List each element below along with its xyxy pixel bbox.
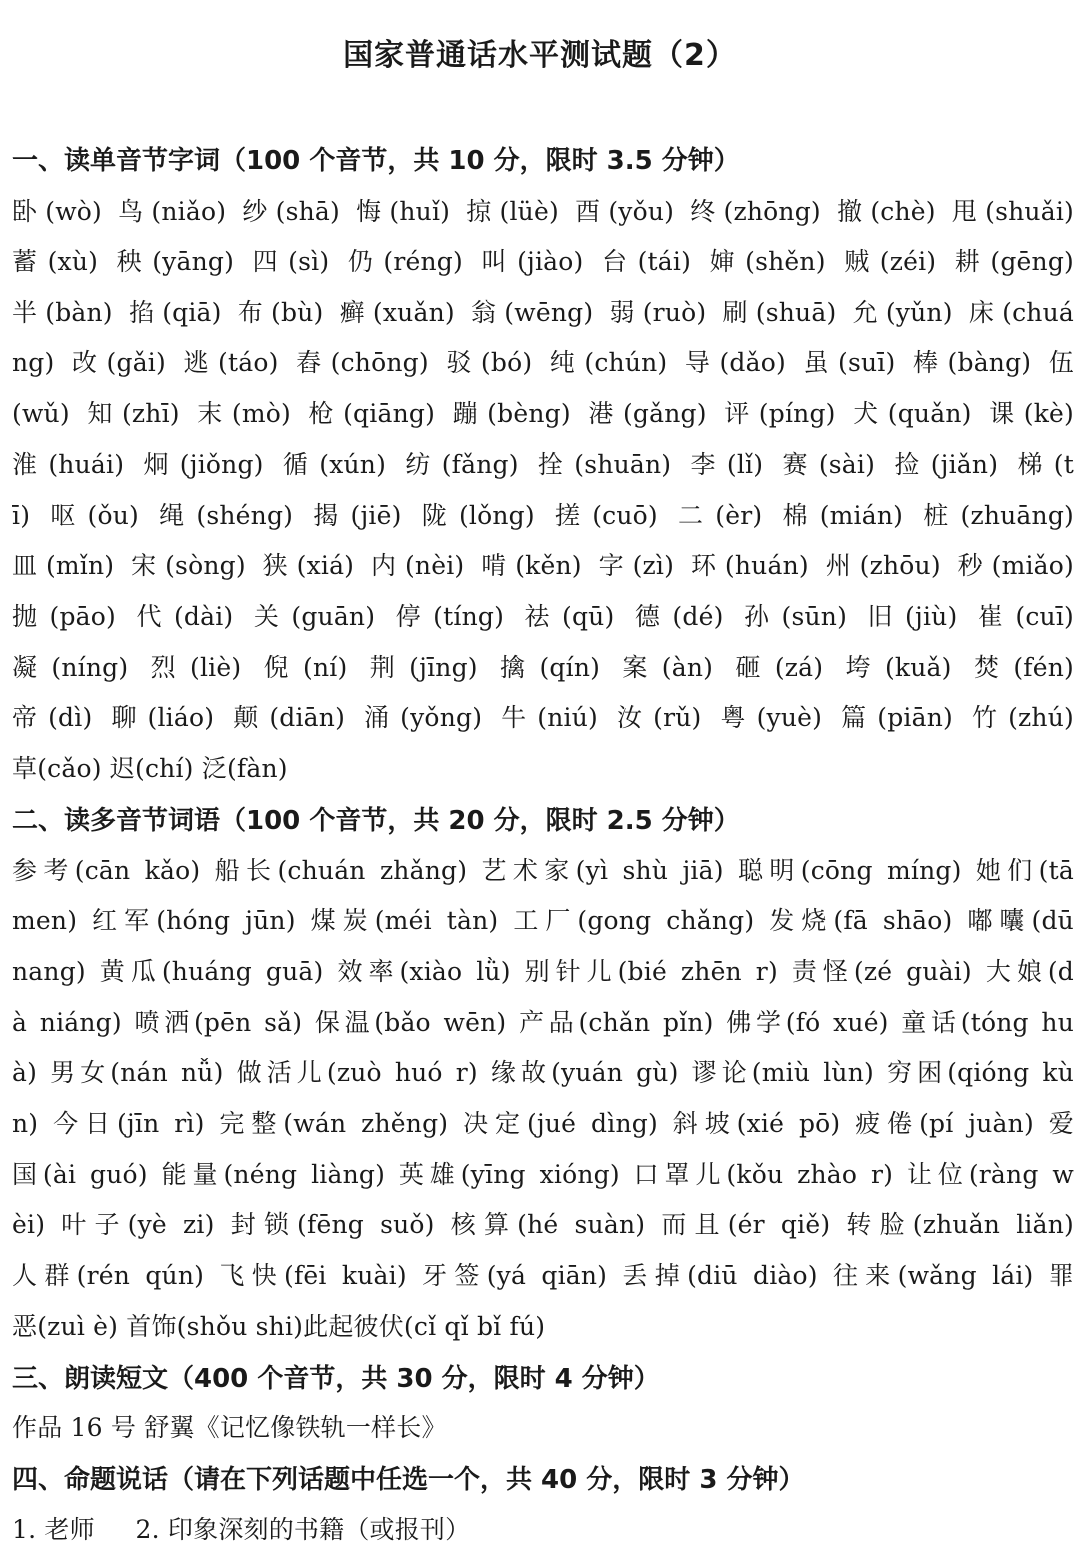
section-2-line: nang) 黄瓜(huáng guā) 效率(xiào lǜ) 别针儿(bié zhēn r) 责怪(zé guài) 大娘(d xyxy=(12,957,1074,986)
page-title: 国家普通话水平测试题（2） xyxy=(343,38,737,73)
section-2-line: 国(ài guó) 能量(néng liàng) 英雄(yīng xióng) 口罩儿(kǒu zhào r) 让位(ràng w xyxy=(12,1160,1074,1189)
section-1-line: 卧(wò) 鸟(niǎo) 纱(shā) 悔(huǐ) 掠(lüè) 酉(yǒu) 终(zhōng) 撤(chè) 甩(shuǎi) xyxy=(12,197,1074,226)
section-3-text: 作品 16 号 舒翼《记忆像铁轨一样长》 xyxy=(12,1413,447,1442)
section-1-line: ng) 改(gǎi) 逃(táo) 舂(chōng) 驳(bó) 纯(chún) 导(dǎo) 虽(suī) 棒(bàng) 伍 xyxy=(12,348,1074,377)
section-1-line: 凝(níng) 烈(liè) 倪(ní) 荆(jīng) 擒(qín) 案(àn) 砸(zá) 垮(kuǎ) 焚(fén) xyxy=(12,653,1074,682)
section-1-line: 抛(pāo) 代(dài) 关(guān) 停(tíng) 祛(qū) 德(dé) 孙(sūn) 旧(jiù) 崔(cuī) xyxy=(12,602,1074,631)
section-1-line: 半(bàn) 掐(qiā) 布(bù) 癣(xuǎn) 翁(wēng) 弱(ruò) 刷(shuā) 允(yǔn) 床(chuá xyxy=(12,298,1074,327)
section-2-line: men) 红军(hóng jūn) 煤炭(méi tàn) 工厂(gong chǎng) 发烧(fā shāo) 嘟囔(dū xyxy=(12,906,1074,935)
section-1-line: (wǔ) 知(zhī) 末(mò) 枪(qiāng) 蹦(bèng) 港(gǎng) 评(píng) 犬(quǎn) 课(kè) xyxy=(12,399,1074,428)
section-4-heading: 四、命题说话（请在下列话题中任选一个，共 40 分，限时 3 分钟） xyxy=(12,1465,805,1495)
section-1-line: ī) 呕(ǒu) 绳(shéng) 揭(jiē) 陇(lǒng) 搓(cuō) 二(èr) 棉(mián) 桩(zhuāng) xyxy=(12,501,1074,530)
section-2-line: à niáng) 喷洒(pēn sǎ) 保温(bǎo wēn) 产品(chǎn pǐn) 佛学(fó xué) 童话(tóng hu xyxy=(12,1008,1074,1037)
section-2-heading: 二、读多音节词语（100 个音节，共 20 分，限时 2.5 分钟） xyxy=(12,806,740,836)
section-1-heading: 一、读单音节字词（100 个音节，共 10 分，限时 3.5 分钟） xyxy=(12,146,740,176)
section-1-line: 蓄(xù) 秧(yāng) 四(sì) 仍(réng) 叫(jiào) 台(tái) 婶(shěn) 贼(zéi) 耕(gēng) xyxy=(12,247,1074,276)
section-2-line: à) 男女(nán nǚ) 做活儿(zuò huó r) 缘故(yuán gù) 谬论(miù lùn) 穷困(qióng kù xyxy=(12,1058,1074,1087)
section-2-line: èi) 叶子(yè zi) 封锁(fēng suǒ) 核算(hé suàn) 而且(ér qiě) 转脸(zhuǎn liǎn) xyxy=(12,1210,1074,1239)
section-2-line: n) 今日(jīn rì) 完整(wán zhěng) 决定(jué dìng) 斜坡(xié pō) 疲倦(pí juàn) 爱 xyxy=(12,1109,1074,1138)
section-1-line: 淮(huái) 炯(jiǒng) 循(xún) 纺(fǎng) 拴(shuān) 李(lǐ) 赛(sài) 捡(jiǎn) 梯(t xyxy=(12,450,1074,479)
section-1-line: 帝(dì) 聊(liáo) 颠(diān) 涌(yǒng) 牛(niú) 汝(rǔ) 粤(yuè) 篇(piān) 竹(zhú) xyxy=(12,703,1074,732)
section-4-topics: 1. 老师 2. 印象深刻的书籍（或报刊） xyxy=(12,1515,471,1544)
section-3-heading: 三、朗读短文（400 个音节，共 30 分，限时 4 分钟） xyxy=(12,1364,660,1394)
section-2-line: 恶(zuì è) 首饰(shǒu shi)此起彼伏(cǐ qǐ bǐ fú) xyxy=(12,1312,546,1341)
section-1-line: 皿(mǐn) 宋(sòng) 狭(xiá) 内(nèi) 啃(kěn) 字(zì) 环(huán) 州(zhōu) 秒(miǎo) xyxy=(12,551,1074,580)
section-1-line: 草(cǎo) 迟(chí) 泛(fàn) xyxy=(12,754,288,783)
section-2-line: 参考(cān kǎo) 船长(chuán zhǎng) 艺术家(yì shù jiā) 聪明(cōng míng) 她们(tā xyxy=(12,856,1074,885)
section-2-line: 人群(rén qún) 飞快(fēi kuài) 牙签(yá qiān) 丢掉(diū diào) 往来(wǎng lái) 罪 xyxy=(12,1261,1074,1290)
